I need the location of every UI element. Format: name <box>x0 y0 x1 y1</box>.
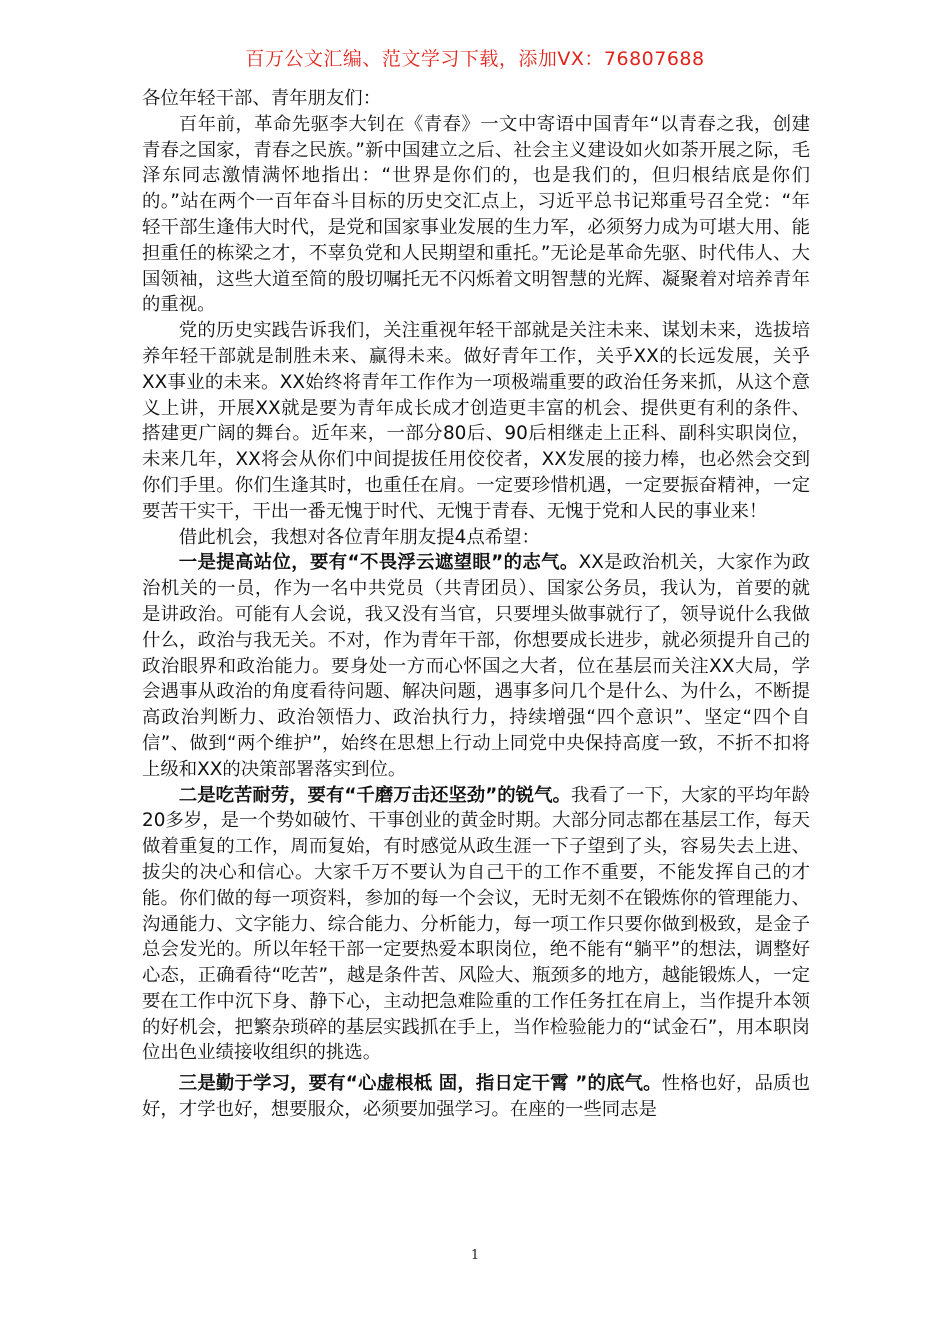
hope-2-body: 我看了一下，大家的平均年龄20多岁，是一个势如破竹、干事创业的黄金时期。大部分同志都在基层工作，每天做着重复的工作，周而复始，有时感觉从政生涯一下子望到了头，容易失去上进、拔尖的决心和信心。大家千万不要认为自己干的工作不重要，不能发挥自己的才能。你们做的每一项资料，参加的每一个会议，无时无刻不在锻炼你的管理能力、沟通能力、文字能力、综合能力、分析能力，每一项工作只要你做到极致，是金子总会发光的。所以年轻干部一定要热爱本职岗位，绝不能有“躺平”的想法，调整好心态，正确看待“吃苦”，越是条件苦、风险大、瓶颈多的地方，越能锻炼人，一定要在工作中沉下身、静下心，主动把急难险重的工作任务扛在肩上，当作提升本领的好机会，把繁杂琐碎的基层实践抓在手上，当作检验能力的“试金石”，用本职岗位出色业绩接收组织的挑选。 <box>142 784 810 1064</box>
hope-1-body: XX是政治机关，大家作为政治机关的一员，作为一名中共党员（共青团员）、国家公务员，我认为，首要的就是讲政治。可能有人会说，我又没有当官，只要埋头做事就行了，领导说什么我做什么，政治与我无关。不对，作为青年干部，你想要成长进步，就必须提升自己的政治眼界和政治能力。要身处一方而心怀国之大者，位在基层而关注XX大局，学会遇事从政治的角度看待问题、解决问题，遇事多问几个是什么、为什么，不断提高政治判断力、政治领悟力、政治执行力，持续增强“四个意识”、坚定“四个自信”、做到“两个维护”，始终在思想上行动上同党中央保持高度一致，不折不扣将上级和XX的决策部署落实到位。 <box>142 552 810 780</box>
greeting-line: 各位年轻干部、青年朋友们： <box>142 88 382 109</box>
hope-3-paragraph <box>142 1071 810 1123</box>
hope-2-paragraph <box>142 783 810 1067</box>
hope-2-heading: 二是吃苦耐劳，要有“千磨万击还坚劲”的锐气。 <box>178 784 571 806</box>
hope-1-paragraph <box>142 550 810 782</box>
document-body <box>142 86 810 1123</box>
paragraph-2: 党的历史实践告诉我们，关注重视年轻干部就是关注未来、谋划未来，选拔培养年轻干部就是制胜未来、赢得未来。做好青年工作，关乎XX的长远发展，关乎XX事业的未来。XX始终将青年工作作为一项极端重要的政治任务来抓，从这个意义上讲，开展XX就是要为青年成长成才创造更丰富的机会、提供更有利的条件、搭建更广阔的舞台。近年来，一部分80后、90后相继走上正科、副科实职岗位，未来几年，XX将会从你们中间提拔任用佼佼者，XX发展的接力棒，也必然会交到你们手里。你们生逢其时，也重任在肩。一定要珍惜机遇，一定要振奋精神，一定要苦干实干，干出一番无愧于时代、无愧于青春、无愧于党和人民的事业来！ <box>142 320 810 522</box>
hope-3-body: 性格也好，品质也好，才学也好，想要服众，必须要加强学习。在座的一些同志是 <box>142 1073 810 1121</box>
hope-3-heading: 三是勤于学习，要有“心虚根柢 固，指日定干霄 ”的底气。 <box>178 1073 662 1095</box>
paragraph-3: 借此机会，我想对各位青年朋友提4点希望： <box>178 526 540 548</box>
hope-1-heading: 一是提高站位，要有“不畏浮云遮望眼”的志气。 <box>178 552 579 574</box>
paragraph-1: 百年前，革命先驱李大钊在《青春》一文中寄语中国青年“以青春之我，创建青春之国家，青春之民族。”新中国建立之后、社会主义建设如火如荼开展之际，毛泽东同志激情满怀地指出：“世界是你们的，也是我们的，但归根结底是你们的。”站在两个一百年奋斗目标的历史交汇点上，习近平总书记郑重号召全党：“年轻干部生逢伟大时代，是党和国家事业发展的生力军，必须努力成为可堪大用、能担重任的栋梁之才，不辜负党和人民期望和重托。”无论是革命先驱、时代伟人、大国领袖，这些大道至简的殷切嘱托无不闪烁着文明智慧的光辉、凝聚着对培养青年的重视。 <box>142 113 810 316</box>
watermark-banner: 百万公文汇编、范文学习下载，添加VX：76807688 <box>245 48 705 70</box>
page-number: 1 <box>470 1248 480 1263</box>
